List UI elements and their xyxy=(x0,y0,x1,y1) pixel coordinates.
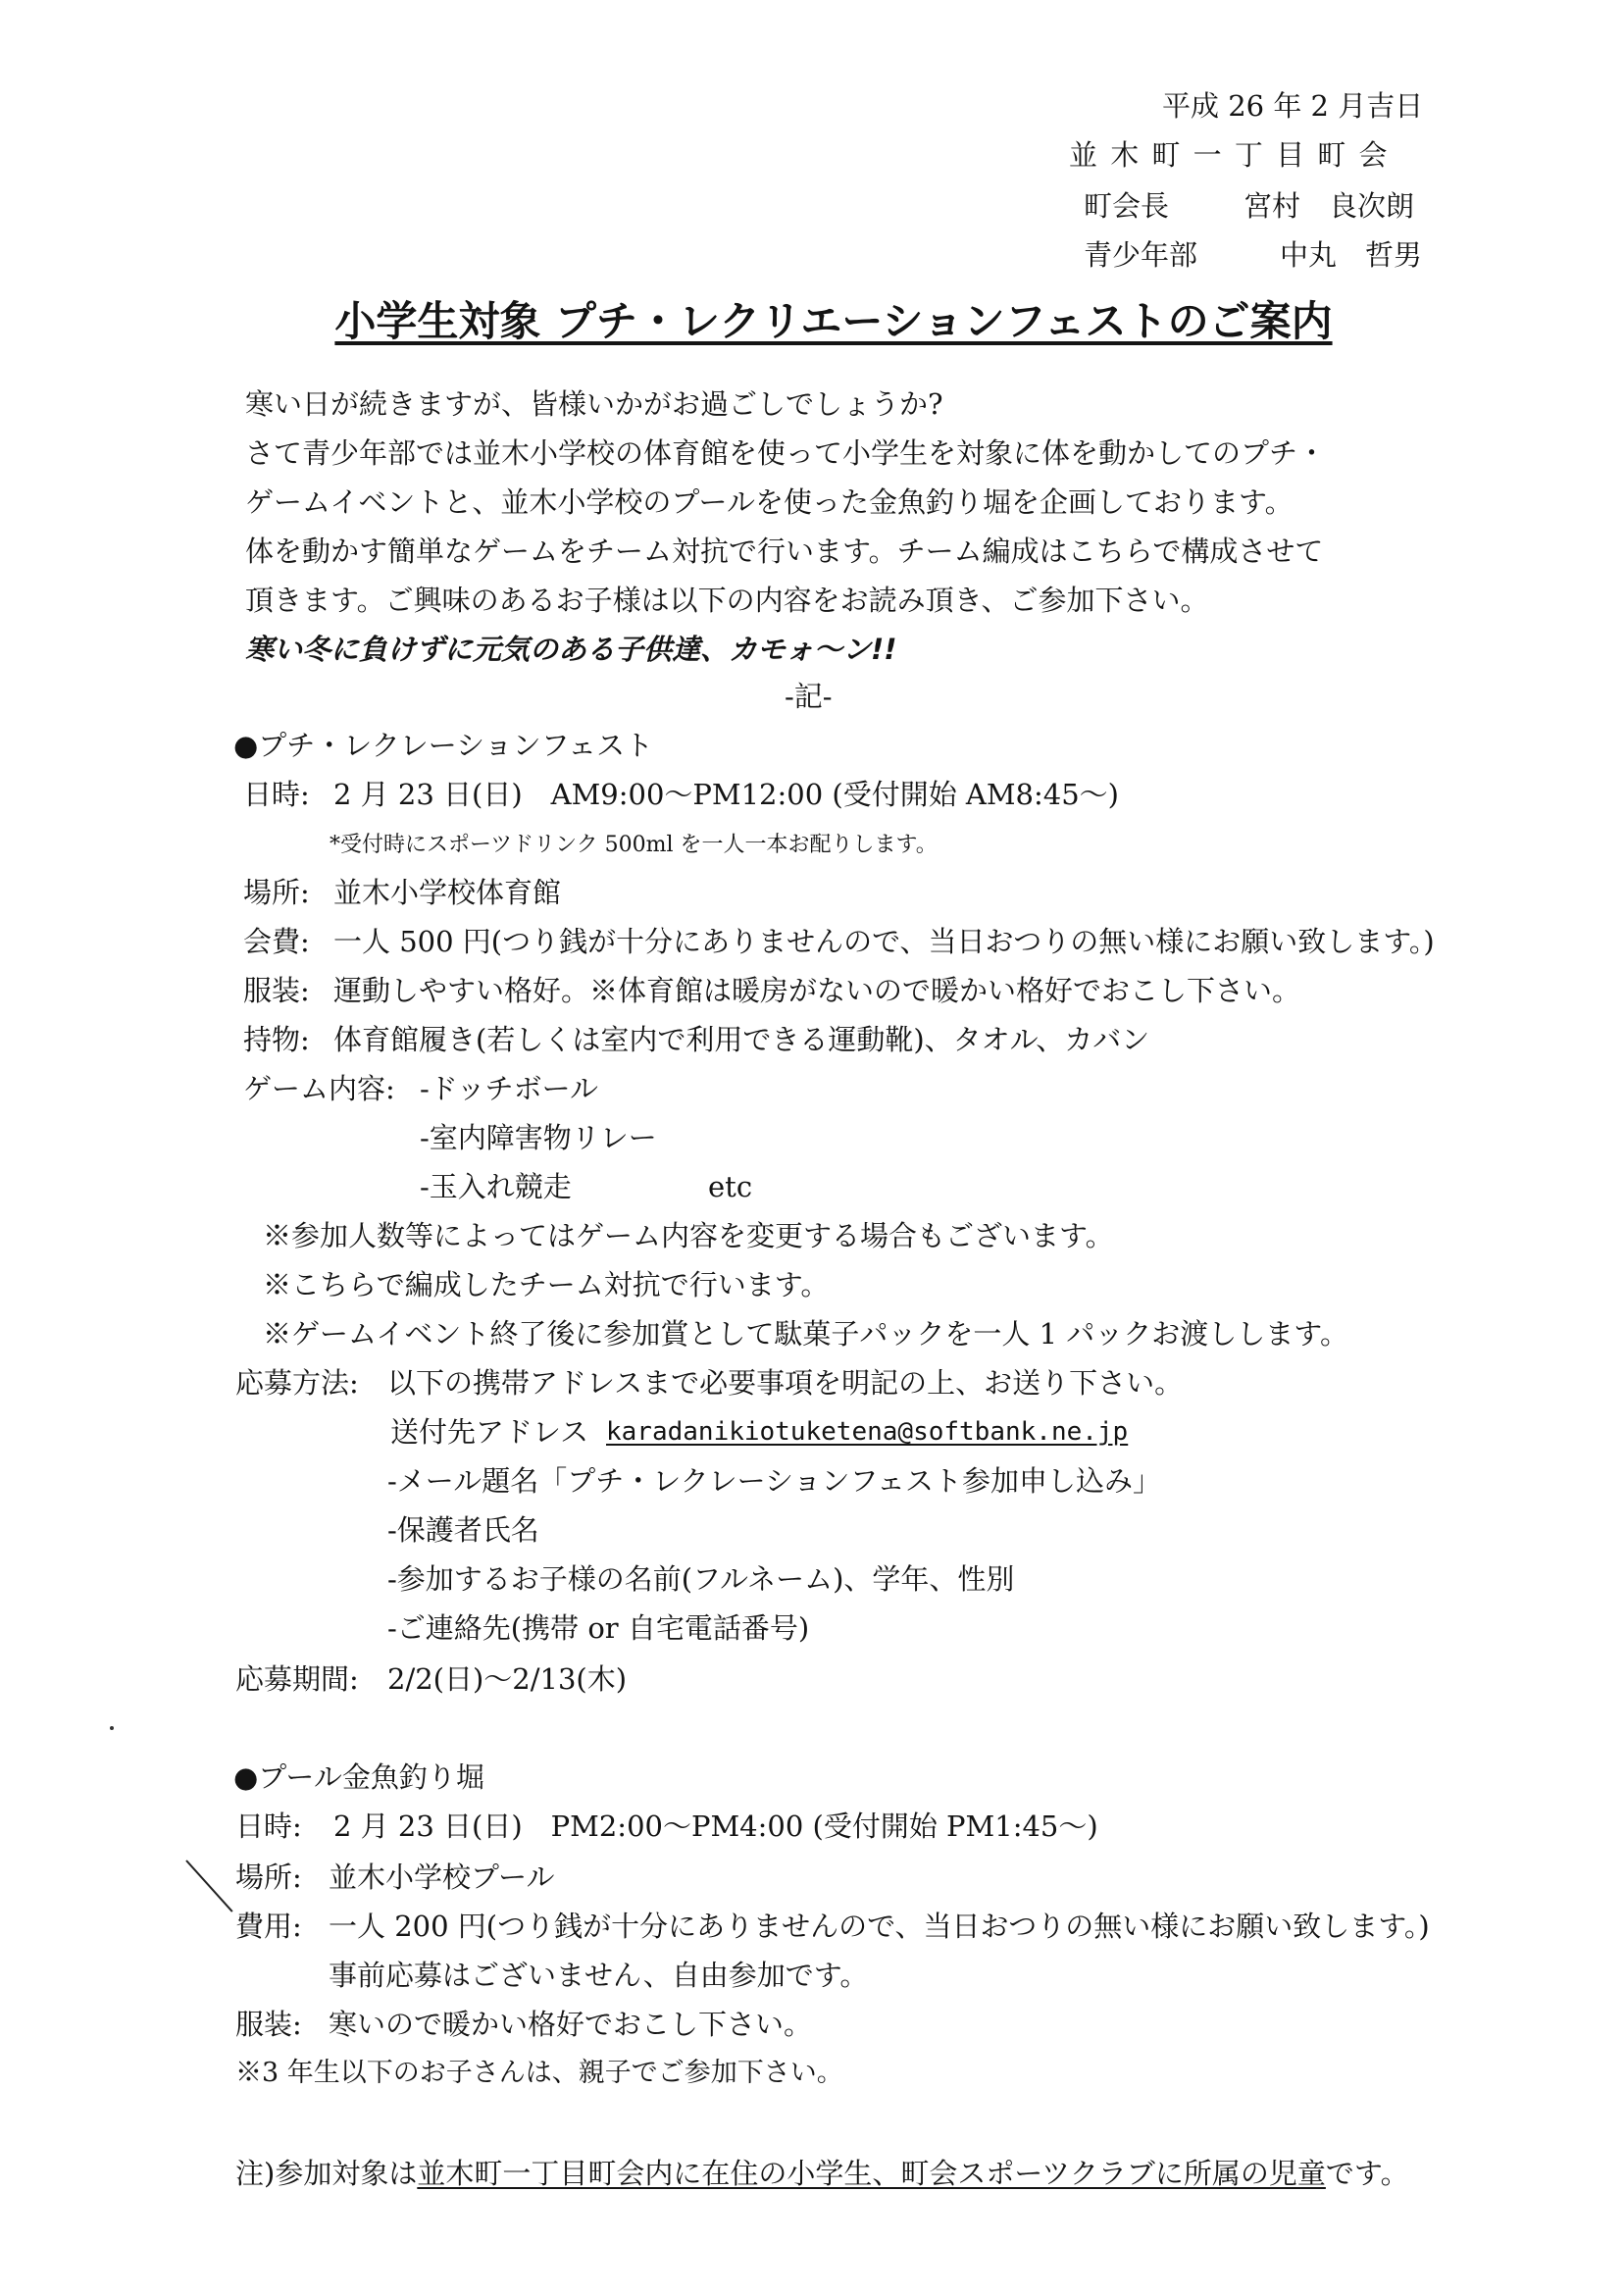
event1-items-label: 持物: xyxy=(243,1023,310,1056)
game-item-2: -室内障害物リレー xyxy=(420,1121,657,1154)
event2-parent-note: ※3 年生以下のお子さんは、親子でご参加下さい。 xyxy=(235,2058,843,2088)
event2-fee-note: 事前応募はございません、自由参加です。 xyxy=(329,1959,869,1992)
event1-fee: 一人 500 円(つり銭が十分にありませんので、当日おつりの無い様にお願い致します。) xyxy=(333,925,1435,958)
event1-note-2: ※こちらで編成したチーム対抗で行います。 xyxy=(263,1268,830,1301)
event2-datetime-label: 日時: xyxy=(235,1810,302,1843)
event1-dress: 運動しやすい格好。※体育館は暖房がないので暖かい格好でおこし下さい。 xyxy=(333,974,1301,1007)
scan-dot xyxy=(110,1726,114,1730)
intro-line-4: 体を動かす簡単なゲームをチーム対抗で行います。チーム編成はこちらで構成させて xyxy=(245,535,1324,568)
event2-datetime: 2 月 23 日(日) PM2:00～PM4:00 (受付開始 PM1:45～) xyxy=(333,1810,1098,1843)
email-address-link[interactable]: karadanikiotuketena@softbank.ne.jp xyxy=(606,1417,1129,1447)
apply-item-4: -ご連絡先(携帯 or 自宅電話番号) xyxy=(387,1611,810,1645)
intro-line-5: 頂きます。ご興味のあるお子様は以下の内容をお読み頂き、ご参加下さい。 xyxy=(245,584,1209,617)
event2-dress-label: 服装: xyxy=(235,2008,302,2041)
event1-note-3: ※ゲームイベント終了後に参加賞として駄菓子パックを一人 1 パックお渡しします。 xyxy=(263,1317,1348,1351)
ki-marker: -記- xyxy=(785,680,833,713)
event1-drink-note: *受付時にスポーツドリンク 500ml を一人一本お配りします。 xyxy=(330,833,938,857)
pen-stroke xyxy=(185,1860,232,1912)
event1-games-label: ゲーム内容: xyxy=(243,1072,395,1105)
youth-name: 中丸 哲男 xyxy=(1280,238,1423,272)
footer-note xyxy=(235,2154,1409,2193)
event2-fee-label: 費用: xyxy=(235,1910,302,1943)
game-item-3: -玉入れ競走 xyxy=(420,1170,572,1203)
intro-line-2: さて青少年部では並木小学校の体育館を使って小学生を対象に体を動かしてのプチ・ xyxy=(245,436,1327,470)
footer-target-audience: 並木町一丁目町会内に在住の小学生、町会スポーツクラブに所属の児童 xyxy=(417,2157,1326,2190)
game-item-1: -ドッチボール xyxy=(420,1072,599,1105)
event1-note-1: ※参加人数等によってはゲーム内容を変更する場合もございます。 xyxy=(263,1219,1114,1252)
event1-period-label: 応募期間: xyxy=(235,1662,359,1696)
event1-heading: ●プチ・レクレーションフェスト xyxy=(233,729,654,762)
event1-period: 2/2(日)～2/13(木) xyxy=(387,1662,628,1696)
event1-fee-label: 会費: xyxy=(243,925,310,958)
event2-fee: 一人 200 円(つり銭が十分にありませんので、当日おつりの無い様にお願い致します。) xyxy=(329,1910,1430,1943)
address-label: 送付先アドレス xyxy=(390,1415,589,1449)
chair-title: 町会長 xyxy=(1084,189,1170,223)
event2-heading: ●プール金魚釣り堀 xyxy=(233,1760,484,1794)
event2-place-label: 場所: xyxy=(235,1861,302,1894)
event1-datetime-label: 日時: xyxy=(243,778,310,811)
event1-dress-label: 服装: xyxy=(243,974,310,1007)
event2-dress: 寒いので暖かい格好でおこし下さい。 xyxy=(329,2008,813,2041)
apply-item-2: -保護者氏名 xyxy=(387,1513,539,1547)
event1-apply-label: 応募方法: xyxy=(235,1366,359,1400)
event1-items: 体育館履き(若しくは室内で利用できる運動靴)、タオル、カバン xyxy=(333,1023,1150,1056)
game-item-etc: etc xyxy=(708,1170,753,1203)
issue-date: 平成 26 年 2 月吉日 xyxy=(1162,89,1424,123)
event1-place-label: 場所: xyxy=(243,876,310,909)
intro-line-3: ゲームイベントと、並木小学校のプールを使った金魚釣り堀を企画しております。 xyxy=(245,485,1294,519)
chair-name: 宮村 良次朗 xyxy=(1243,189,1415,223)
youth-title: 青少年部 xyxy=(1084,238,1198,272)
association-name: 並 木 町 一 丁 目 町 会 xyxy=(1069,138,1390,172)
event1-place: 並木小学校体育館 xyxy=(333,876,562,909)
event1-apply: 以下の携帯アドレスまで必要事項を明記の上、お送り下さい。 xyxy=(387,1366,1184,1400)
intro-line-1: 寒い日が続きますが、皆様いかがお過ごしでしょうか? xyxy=(245,387,943,421)
event2-place: 並木小学校プール xyxy=(329,1861,555,1894)
footer-suffix: です。 xyxy=(1325,2157,1409,2190)
slogan: 寒い冬に負けずに元気のある子供達、カモォ～ン!! xyxy=(245,633,897,666)
apply-item-1: -メール題名「プチ・レクレーションフェスト参加申し込み」 xyxy=(387,1464,1162,1498)
event1-datetime: 2 月 23 日(日) AM9:00～PM12:00 (受付開始 AM8:45～) xyxy=(333,778,1119,811)
page-title: 小学生対象 プチ・レクリエーションフェストのご案内 xyxy=(334,297,1333,345)
apply-item-3: -参加するお子様の名前(フルネーム)、学年、性別 xyxy=(387,1562,1015,1596)
footer-prefix: 注)参加対象は xyxy=(235,2157,418,2190)
